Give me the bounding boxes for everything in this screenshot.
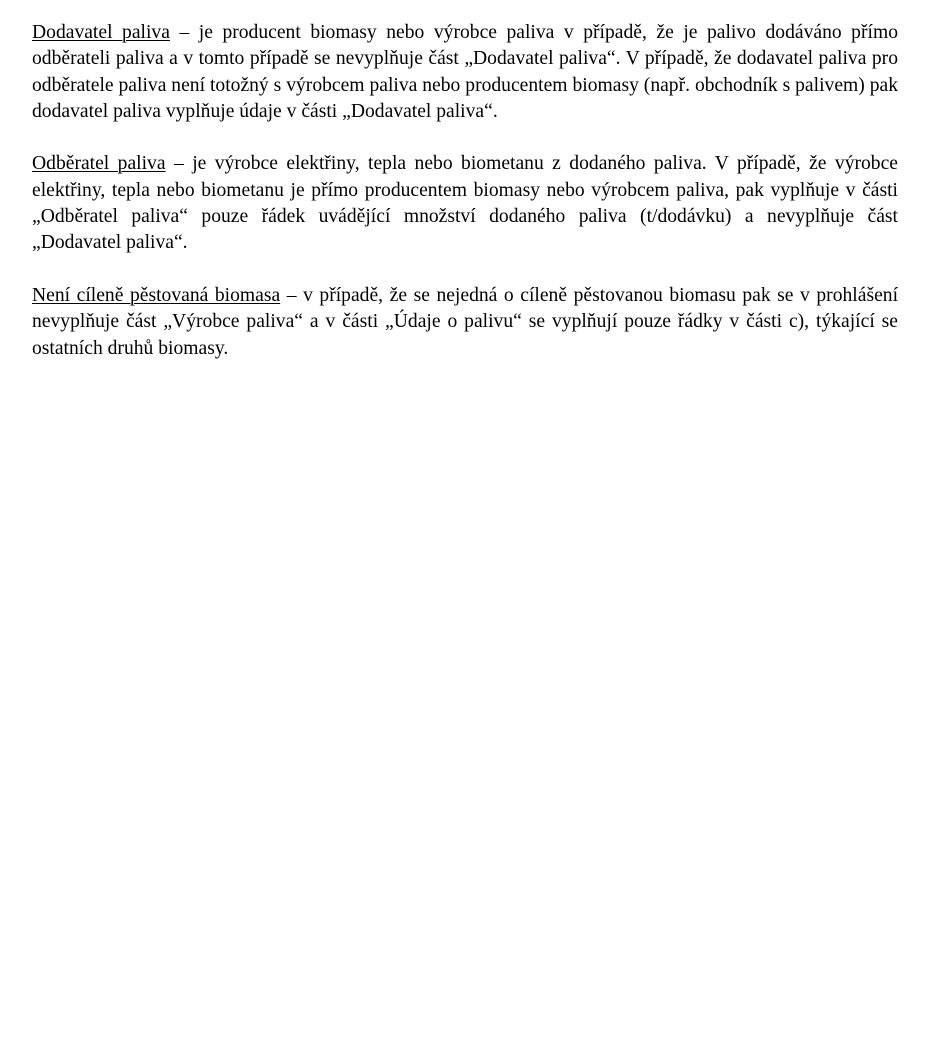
term-neni-cilene-pestovana-biomasa: Není cíleně pěstovaná biomasa	[32, 284, 281, 306]
document-page	[32, 20, 898, 388]
definition-odberatel-paliva: – je výrobce elektřiny, tepla nebo biometanu z dodaného paliva. V případě, že výrobce elektřiny, tepla nebo biometanu je přímo producentem biomasy nebo výrobcem paliva, pak vyplňuje v části „Odběratel paliva“ pouze řádek uvádějící množství dodaného paliva (t/dodávku) a nevyplňuje část „Dodavatel paliva“.	[32, 153, 898, 254]
paragraph-neni-cilene-pestovana-biomasa	[32, 283, 898, 362]
definition-neni-cilene-pestovana-biomasa: – v případě, že se nejedná o cíleně pěstovanou biomasu pak se v prohlášení nevyplňuje část „Výrobce paliva“ a v části „Údaje o palivu“ se vyplňují pouze řádky v části c), týkající se ostatních druhů biomasy.	[32, 284, 899, 359]
term-dodavatel-paliva: Dodavatel paliva	[32, 22, 170, 43]
paragraph-odberatel-paliva	[32, 151, 898, 256]
paragraph-dodavatel-paliva	[32, 20, 898, 125]
definition-dodavatel-paliva: – je producent biomasy nebo výrobce paliva v případě, že je palivo dodáváno přímo odběrateli paliva a v tomto případě se nevyplňuje část „Dodavatel paliva“. V případě, že dodavatel paliva pro odběratele paliva není totožný s výrobcem paliva nebo producentem biomasy (např. obchodník s palivem) pak dodavatel paliva vyplňuje údaje v části „Dodavatel paliva“.	[32, 22, 898, 122]
term-odberatel-paliva: Odběratel paliva	[32, 153, 166, 175]
